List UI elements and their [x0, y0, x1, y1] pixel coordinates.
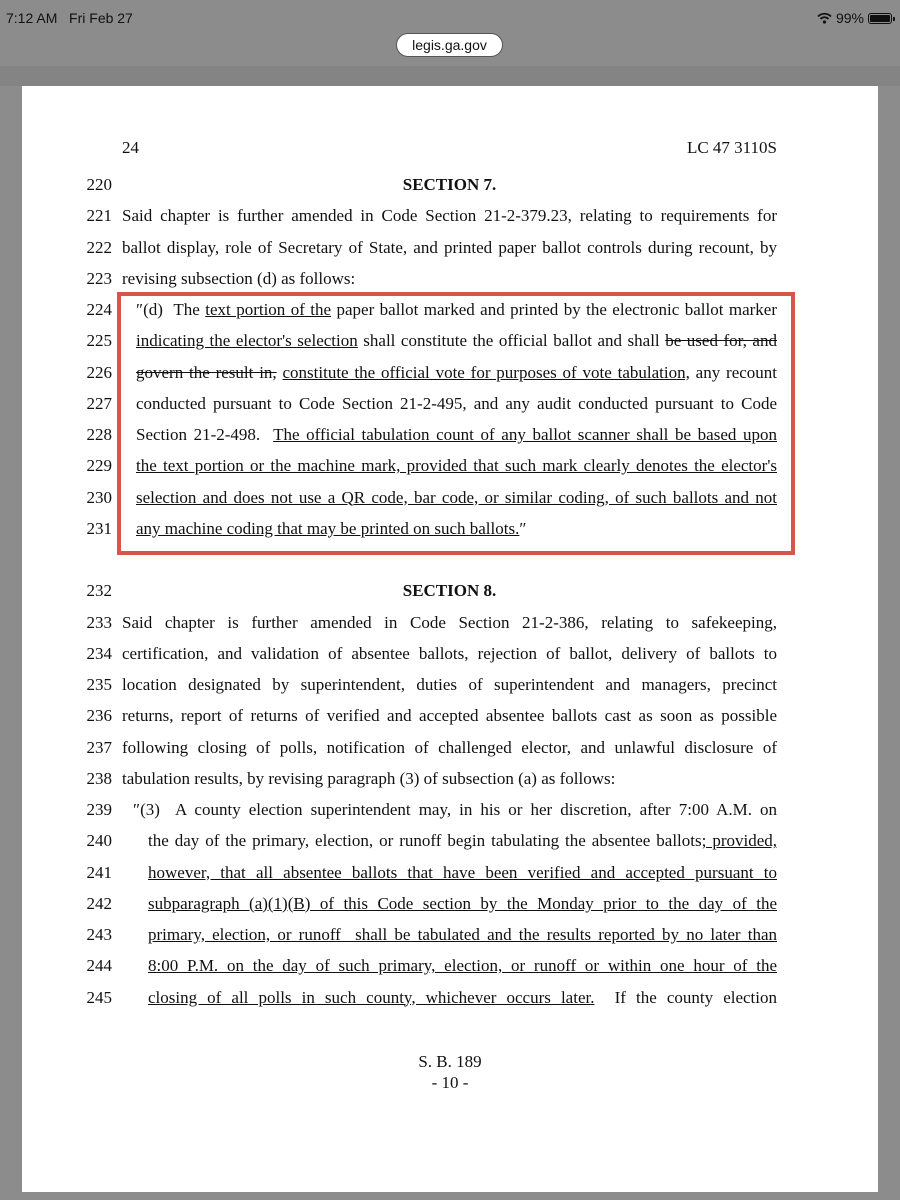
- line-text: [148, 892, 777, 916]
- document-line: [22, 204, 878, 228]
- text-segment: ″(d) The: [136, 300, 206, 319]
- document-line: [22, 704, 878, 728]
- text-segment: Section 21-2-498.: [136, 425, 274, 444]
- document-line: [22, 392, 878, 416]
- document-line: [22, 486, 878, 510]
- inserted-text: the text portion or the machine mark, provided that such mark clearly denotes the elector's: [136, 456, 777, 476]
- document-line: [22, 954, 878, 978]
- line-text: [136, 454, 777, 478]
- line-text: [148, 954, 777, 978]
- line-number: 228: [86, 425, 112, 444]
- document-line: [22, 423, 878, 447]
- line-number: 225: [86, 331, 112, 351]
- page-header-number: 24: [122, 138, 139, 157]
- line-text: [136, 423, 777, 447]
- line-number: 234: [86, 643, 112, 663]
- document-line: [22, 579, 878, 603]
- line-number: 231: [86, 518, 112, 538]
- inserted-text: ,: [462, 393, 467, 413]
- document-line: [22, 173, 878, 197]
- line-text: [122, 204, 777, 228]
- document-line: [22, 892, 878, 916]
- document-line: [22, 329, 878, 353]
- line-text: [148, 829, 777, 853]
- document-line: [22, 923, 878, 947]
- battery-percent: 99%: [835, 10, 864, 26]
- toolbar-band: [0, 66, 900, 86]
- line-number: 237: [86, 737, 112, 757]
- page-header-code: LC 47 3110S: [686, 138, 777, 157]
- section-heading: [122, 173, 777, 197]
- inserted-text: however, that all absentee ballots that have been verified and accepted pursuant to: [148, 862, 777, 882]
- inserted-text: subparagraph (a)(1)(B) of this Code section by the Monday prior to the day of the: [148, 893, 777, 913]
- line-text: [136, 517, 526, 541]
- line-number: 224: [86, 300, 112, 319]
- line-text: [136, 298, 777, 322]
- document-line: [22, 236, 878, 260]
- document-line: [22, 611, 878, 635]
- text-segment: shall constitute the official ballot and shall: [357, 331, 666, 351]
- text-segment: ″: [519, 518, 527, 538]
- line-number: 239: [86, 800, 112, 819]
- line-number: 226: [86, 362, 112, 382]
- line-text: [136, 361, 777, 385]
- text-segment: If the county election: [594, 987, 778, 1007]
- line-text: [136, 486, 777, 510]
- status-indicators: [817, 10, 892, 26]
- line-number: 244: [86, 956, 112, 976]
- text-segment: ″(3) A county election superintendent may, in his or her discretion, after 7:00 A.M. on: [133, 800, 777, 819]
- inserted-text: indicating the elector's selection: [136, 331, 358, 351]
- text-segment: location designated by superintendent, duties of superintendent and managers, precinct: [122, 675, 777, 694]
- status-time: [6, 10, 133, 26]
- document-line: [22, 642, 878, 666]
- wifi-icon: [817, 12, 832, 24]
- line-number: 241: [86, 862, 112, 882]
- text-segment: ballot display, role of Secretary of State, and printed paper ballot controls during recount, by: [122, 237, 777, 257]
- line-text: [122, 736, 777, 760]
- line-number: 221: [86, 206, 112, 226]
- line-number: 233: [86, 612, 112, 632]
- line-text: [122, 611, 777, 635]
- line-number: 245: [86, 987, 112, 1007]
- text-segment: certification, and validation of absentee ballots, rejection of ballot, delivery of ballots to: [122, 643, 777, 663]
- text-segment: Said chapter is further amended in Code Section 21-2-379.23, relating to requirements for: [122, 206, 777, 226]
- document-line: [22, 829, 878, 853]
- inserted-text: ; provided,: [701, 831, 777, 851]
- document-line: [22, 736, 878, 760]
- text-segment: SECTION 8.: [402, 581, 497, 601]
- line-text: [122, 267, 355, 291]
- text-segment: any recount: [689, 362, 778, 382]
- line-number: 230: [86, 487, 112, 507]
- status-bar: [0, 0, 900, 34]
- line-text: [122, 236, 777, 260]
- url-bar[interactable]: [396, 33, 503, 57]
- inserted-text: primary, election, or runoff shall be tabulated and the results reported by no later than: [148, 925, 777, 944]
- inserted-text: selection and does not use a QR code, bar code, or similar coding, of such ballots and not: [136, 487, 777, 507]
- inserted-text: constitute the official vote for purposes of vote tabulation,: [282, 362, 690, 382]
- line-number: 223: [86, 268, 112, 288]
- url-text: legis.ga.gov: [412, 37, 487, 53]
- text-segment: returns, report of returns of verified and accepted absentee ballots cast as soon as possible: [122, 706, 777, 726]
- line-text: [122, 673, 777, 697]
- line-number: 235: [86, 675, 112, 694]
- line-number: 236: [86, 706, 112, 726]
- document-line: [22, 767, 878, 791]
- line-text: [148, 986, 777, 1010]
- line-number: 232: [86, 581, 112, 601]
- text-segment: the day of the primary, election, or runoff begin tabulating the absentee ballots: [148, 831, 702, 851]
- document-line: [22, 861, 878, 885]
- section-heading: [122, 579, 777, 603]
- inserted-text: The official tabulation count of any ballot scanner shall be based upon: [273, 425, 778, 444]
- document-line: [22, 267, 878, 291]
- inserted-text: 8:00 P.M. on the day of such primary, election, or runoff or within one hour of the: [148, 956, 777, 976]
- line-number: 238: [86, 768, 112, 788]
- line-text: [148, 861, 777, 885]
- document-page: [22, 86, 878, 1192]
- date: Fri Feb 27: [69, 10, 133, 26]
- deleted-text: be used for, and: [665, 331, 777, 351]
- line-text: [122, 642, 777, 666]
- time: 7:12 AM: [6, 10, 58, 26]
- line-text: [148, 923, 777, 947]
- line-number: 220: [86, 175, 112, 194]
- line-text: [136, 329, 777, 353]
- document-line: [22, 798, 878, 822]
- line-number: 229: [86, 456, 112, 476]
- document-line: [22, 298, 878, 322]
- line-text: [133, 798, 777, 822]
- line-text: [136, 392, 777, 416]
- text-segment: following closing of polls, notification of challenged elector, and unlawful disclosure of: [122, 737, 777, 757]
- text-segment: conducted pursuant to Code Section 21-2-495: [136, 393, 463, 413]
- battery-icon: [868, 13, 892, 24]
- line-number: 222: [86, 237, 112, 257]
- deleted-text: govern the result in,: [136, 362, 277, 382]
- document-line: [22, 361, 878, 385]
- text-segment: paper ballot marked and printed by the electronic ballot marker: [331, 300, 777, 319]
- inserted-text: any machine coding that may be printed on such ballots.: [136, 518, 520, 538]
- line-number: 242: [86, 893, 112, 913]
- line-number: 243: [86, 925, 112, 944]
- line-number: 227: [86, 393, 112, 413]
- document-line: [22, 673, 878, 697]
- text-segment: and any audit conducted pursuant to Code: [466, 393, 777, 413]
- footer-bill: S. B. 189: [418, 1052, 482, 1071]
- inserted-text: text portion of the: [205, 300, 332, 319]
- text-segment: Said chapter is further amended in Code Section 21-2-386, relating to safekeeping,: [122, 612, 777, 632]
- document-line: [22, 517, 878, 541]
- line-text: [122, 767, 615, 791]
- document-line: [22, 986, 878, 1010]
- document-line: [22, 454, 878, 478]
- line-text: [122, 704, 777, 728]
- footer-page-number: - 10 -: [431, 1073, 469, 1092]
- text-segment: revising subsection (d) as follows:: [122, 268, 356, 288]
- text-segment: SECTION 7.: [402, 175, 497, 194]
- text-segment: tabulation results, by revising paragraph (3) of subsection (a) as follows:: [122, 768, 616, 788]
- inserted-text: closing of all polls in such county, whichever occurs later.: [148, 987, 595, 1007]
- line-number: 240: [86, 831, 112, 851]
